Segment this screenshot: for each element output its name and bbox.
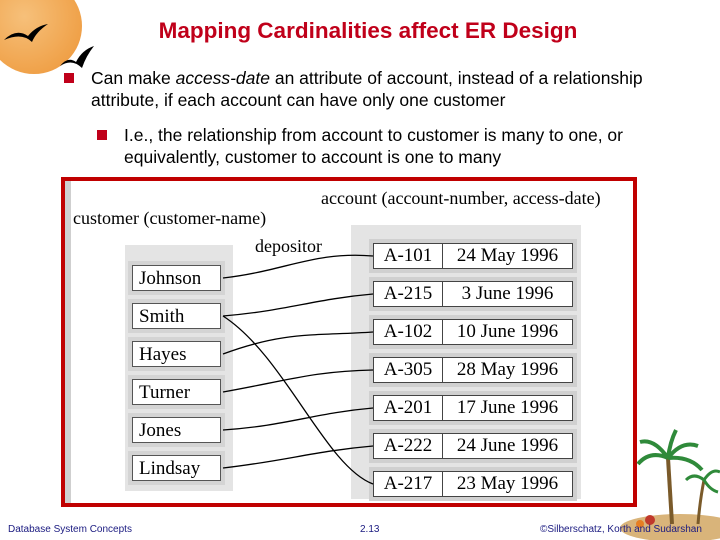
account-number: A-305 (374, 358, 443, 382)
bullet-marker (97, 130, 107, 140)
customer-name: Jones (139, 420, 182, 441)
island-decoration (610, 420, 720, 540)
bullet-1-suffix: an attribute of account, instead of a relationship attribute, if each account can have only one customer (91, 68, 643, 110)
account-number: A-201 (374, 396, 443, 420)
access-date: 28 May 1996 (456, 359, 559, 380)
account-number: A-217 (374, 472, 443, 496)
customer-name: Smith (139, 306, 185, 327)
customer-name: Hayes (139, 344, 187, 365)
access-date: 3 June 1996 (461, 283, 554, 304)
bullet-2 (124, 124, 704, 168)
account-number: A-215 (374, 282, 443, 306)
relationship-lines (65, 181, 637, 507)
access-date: 23 May 1996 (456, 473, 559, 494)
bullet-1-emphasis: access-date (175, 68, 270, 88)
bullet-2-text: I.e., the relationship from account to customer is many to one, or equivalently, customer to account is one to many (124, 125, 623, 167)
account-number: A-222 (374, 434, 443, 458)
footer-left: Database System Concepts (8, 524, 132, 535)
relationship-line (223, 332, 373, 354)
relationship-line (223, 316, 373, 484)
customer-name: Johnson (139, 268, 202, 289)
access-date: 24 May 1996 (456, 245, 559, 266)
relationship-line (223, 408, 373, 430)
slide-title: Mapping Cardinalities affect ER Design (158, 18, 578, 43)
customer-name: Turner (139, 382, 191, 403)
customer-name: Lindsay (139, 458, 201, 479)
access-date: 24 June 1996 (456, 435, 559, 456)
relationship-label: depositor (255, 236, 322, 256)
customer-set-label: customer (customer-name) (73, 208, 267, 228)
account-number: A-102 (374, 320, 443, 344)
bullet-1 (91, 67, 701, 111)
relationship-line (223, 370, 373, 392)
bullet-1-prefix: Can make (91, 68, 176, 88)
relationship-line (223, 294, 373, 316)
account-set-label: account (account-number, access-date) (321, 188, 601, 208)
account-number: A-101 (374, 244, 443, 268)
relationship-line (223, 255, 373, 278)
footer-right: ©Silberschatz, Korth and Sudarshan (540, 524, 702, 535)
access-date: 17 June 1996 (456, 397, 559, 418)
relationship-line (223, 446, 373, 468)
footer-center: 2.13 (360, 524, 380, 535)
access-date: 10 June 1996 (456, 321, 559, 342)
bullet-marker (64, 73, 74, 83)
er-diagram-figure (61, 177, 637, 507)
